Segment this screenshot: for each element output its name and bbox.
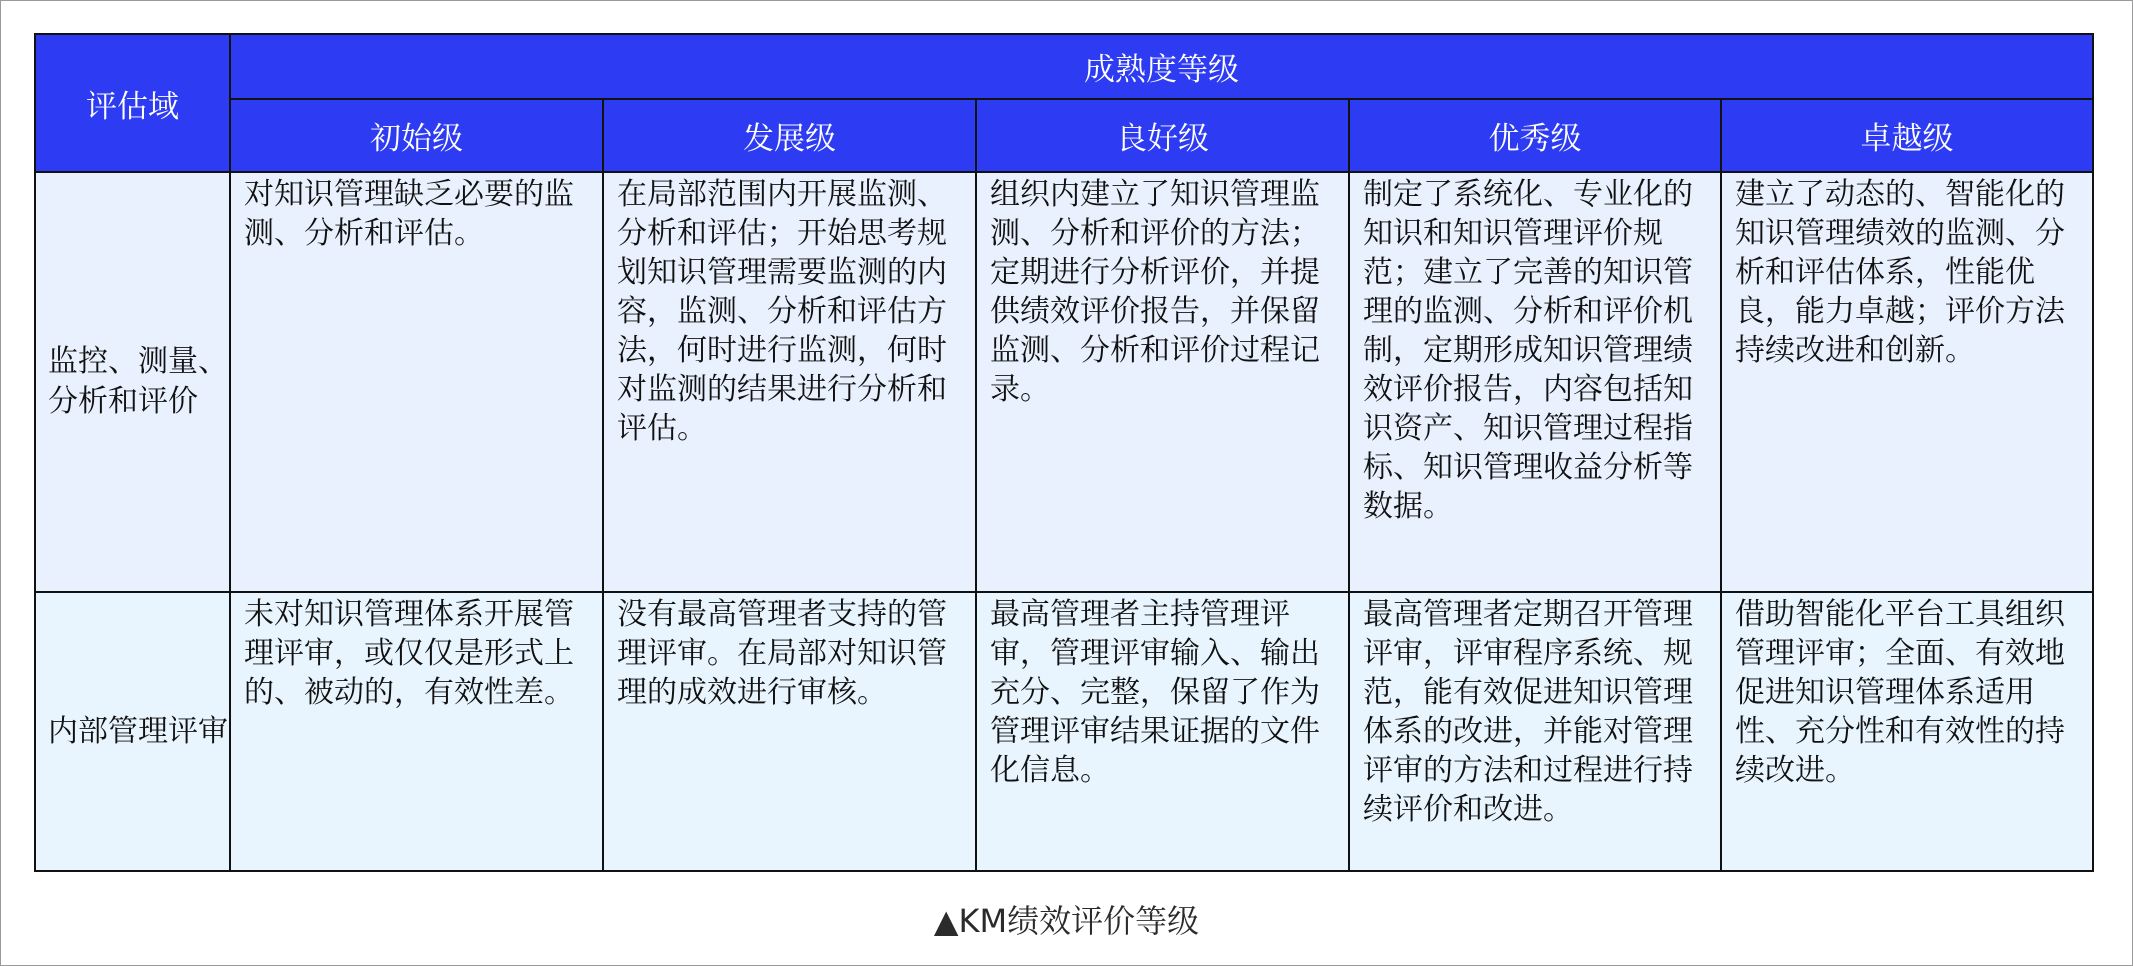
header-row-levels <box>35 99 2093 172</box>
maturity-header: 成熟度等级 <box>230 34 2093 99</box>
level-header-good: 良好级 <box>976 99 1349 172</box>
table-row <box>35 172 2093 592</box>
table-cell: 最高管理者主持管理评审，管理评审输入、输出充分、完整，保留了作为管理评审结果证据的文件化信息。 <box>976 592 1349 871</box>
table-cell: 没有最高管理者支持的管理评审。在局部对知识管理的成效进行审核。 <box>603 592 976 871</box>
table-cell: 在局部范围内开展监测、分析和评估；开始思考规划知识管理需要监测的内容，监测、分析和评估方法，何时进行监测，何时对监测的结果进行分析和评估。 <box>603 172 976 592</box>
table-cell: 最高管理者定期召开管理评审，评审程序系统、规范，能有效促进知识管理体系的改进，并能对管理评审的方法和过程进行持续评价和改进。 <box>1349 592 1721 871</box>
table-cell: 建立了动态的、智能化的知识管理绩效的监测、分析和评估体系，性能优良，能力卓越；评价方法持续改进和创新。 <box>1721 172 2093 592</box>
table-cell: 制定了系统化、专业化的知识和知识管理评价规范；建立了完善的知识管理的监测、分析和评价机制，定期形成知识管理绩效评价报告，内容包括知识资产、知识管理过程指标、知识管理收益分析等数据。 <box>1349 172 1721 592</box>
domain-header: 评估域 <box>35 34 230 172</box>
level-header-developing: 发展级 <box>603 99 976 172</box>
row-domain-label: 监控、测量、分析和评价 <box>35 172 230 592</box>
level-header-excellent: 优秀级 <box>1349 99 1721 172</box>
km-performance-table <box>34 33 2094 872</box>
table-cell: 未对知识管理体系开展管理评审，或仅仅是形式上的、被动的，有效性差。 <box>230 592 603 871</box>
level-header-initial: 初始级 <box>230 99 603 172</box>
table-cell: 借助智能化平台工具组织管理评审；全面、有效地促进知识管理体系适用性、充分性和有效性的持续改进。 <box>1721 592 2093 871</box>
row-domain-label: 内部管理评审 <box>35 592 230 871</box>
table-cell: 组织内建立了知识管理监测、分析和评价的方法；定期进行分析评价，并提供绩效评价报告，并保留监测、分析和评价过程记录。 <box>976 172 1349 592</box>
figure-caption: ▲KM绩效评价等级 <box>933 902 1200 940</box>
header-row-top <box>35 34 2093 99</box>
table-row <box>35 592 2093 871</box>
level-header-outstanding: 卓越级 <box>1721 99 2093 172</box>
table-cell: 对知识管理缺乏必要的监测、分析和评估。 <box>230 172 603 592</box>
